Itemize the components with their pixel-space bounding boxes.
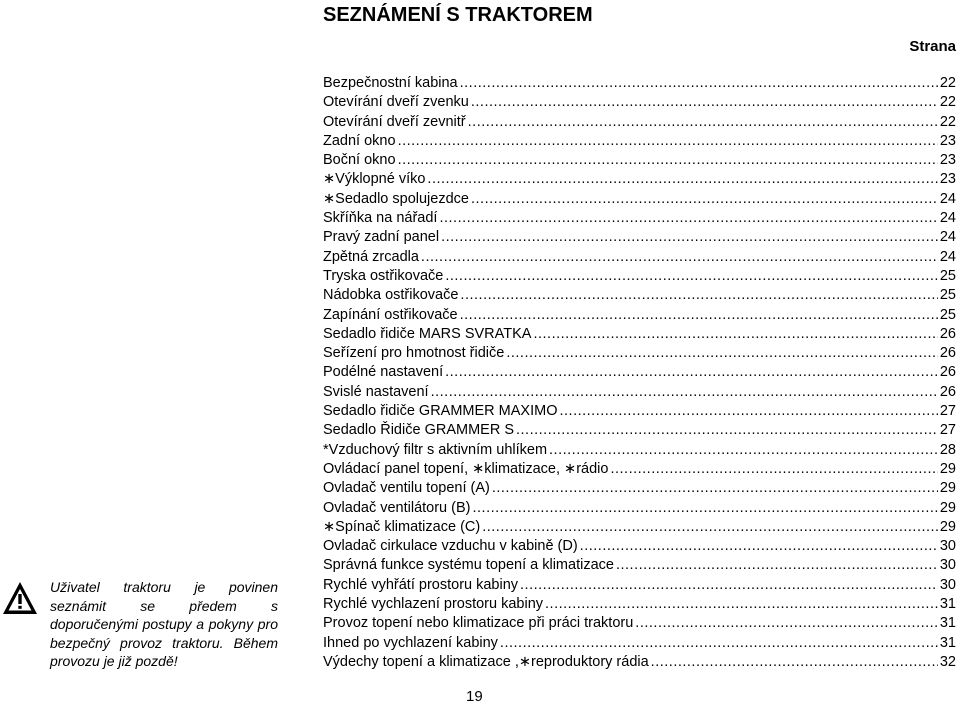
- page-column-header: Strana: [909, 38, 956, 55]
- toc-entry-label: Svislé nastavení: [323, 383, 429, 400]
- toc-entry-label: Bezpečnostní kabina: [323, 75, 458, 91]
- toc-entry[interactable]: [323, 479, 956, 498]
- toc-entry-page: 23: [939, 152, 956, 169]
- toc-entry[interactable]: [323, 460, 956, 479]
- toc-entry[interactable]: [323, 113, 956, 132]
- toc-entry-page: 29: [939, 480, 956, 497]
- toc-entry-label: Ovládací panel topení, ∗klimatizace, ∗rádio: [323, 460, 609, 477]
- toc-entry-label: *Vzduchový filtr s aktivním uhlíkem: [323, 441, 548, 458]
- dot-leader: [421, 248, 938, 267]
- toc-entry-page: 22: [939, 94, 956, 111]
- toc-entry-page: 29: [939, 460, 956, 477]
- page-title: SEZNÁMENÍ S TRAKTOREM: [323, 4, 593, 26]
- warning-text: Uživatel traktoru je povinen seznámit se předem s doporučenými postupy a pokyny pro bezpečný provoz traktoru. Během provozu je již pozdě!: [50, 579, 278, 669]
- toc-entry-page: 24: [939, 248, 956, 265]
- toc-entry-page: 28: [939, 441, 956, 458]
- dot-leader: [439, 209, 937, 228]
- dot-leader: [549, 441, 938, 460]
- dot-leader: [559, 402, 937, 421]
- toc-entry[interactable]: [323, 248, 956, 267]
- toc-entry-label: Ovladač cirkulace vzduchu v kabině (D): [323, 538, 578, 555]
- toc-entry[interactable]: [323, 74, 956, 93]
- dot-leader: [431, 383, 938, 402]
- toc-entry[interactable]: [323, 653, 956, 672]
- toc-entry-label: Ihned po vychlazení kabiny: [323, 634, 498, 651]
- toc-entry-label: ∗Sedadlo spolujezdce: [323, 190, 469, 207]
- dot-leader: [471, 93, 938, 112]
- toc-entry[interactable]: [323, 421, 956, 440]
- toc-entry-label: Otevírání dveří zvenku: [323, 94, 469, 111]
- toc-entry-page: 22: [939, 75, 956, 91]
- toc-entry-page: 22: [939, 113, 956, 130]
- dot-leader: [482, 518, 938, 537]
- toc-entry[interactable]: [323, 383, 956, 402]
- toc-entry-page: 25: [939, 287, 956, 304]
- toc-entry-page: 24: [939, 229, 956, 246]
- toc-entry-label: Sedadlo řidiče MARS SVRATKA: [323, 325, 532, 342]
- toc-entry-label: Zadní okno: [323, 132, 396, 149]
- toc-entry-page: 30: [939, 557, 956, 574]
- toc-entry-label: Ovladač ventilu topení (A): [323, 480, 490, 497]
- toc-entry[interactable]: [323, 93, 956, 112]
- toc-entry-page: 29: [939, 518, 956, 535]
- toc-entry[interactable]: [323, 556, 956, 575]
- toc-entry-page: 27: [939, 422, 956, 439]
- toc-entry-label: Sedadlo Řidiče GRAMMER S: [323, 422, 514, 439]
- toc-entry-page: 29: [939, 499, 956, 516]
- toc-entry-page: 26: [939, 364, 956, 381]
- toc-entry-page: 25: [939, 306, 956, 323]
- toc-entry[interactable]: [323, 306, 956, 325]
- table-of-contents: [323, 74, 956, 672]
- toc-entry-label: ∗Spínač klimatizace (C): [323, 518, 481, 535]
- toc-entry-label: Provoz topení nebo klimatizace při práci traktoru: [323, 615, 634, 632]
- toc-entry[interactable]: [323, 499, 956, 518]
- toc-entry[interactable]: [323, 576, 956, 595]
- toc-entry-label: Tryska ostřikovače: [323, 267, 444, 284]
- dot-leader: [460, 74, 938, 93]
- dot-leader: [427, 170, 937, 189]
- dot-leader: [516, 421, 938, 440]
- dot-leader: [506, 344, 938, 363]
- toc-entry[interactable]: [323, 190, 956, 209]
- toc-entry[interactable]: [323, 325, 956, 344]
- toc-entry[interactable]: [323, 614, 956, 633]
- dot-leader: [398, 151, 938, 170]
- dot-leader: [460, 286, 937, 305]
- toc-entry[interactable]: [323, 441, 956, 460]
- dot-leader: [500, 634, 938, 653]
- dot-leader: [610, 460, 937, 479]
- toc-entry[interactable]: [323, 595, 956, 614]
- toc-entry-label: Sedadlo řidiče GRAMMER MAXIMO: [323, 403, 558, 420]
- dot-leader: [651, 653, 938, 672]
- toc-entry-page: 30: [939, 576, 956, 593]
- toc-entry-label: Otevírání dveří zevnitř: [323, 113, 466, 130]
- toc-entry-page: 26: [939, 383, 956, 400]
- toc-entry-label: Zpětná zrcadla: [323, 248, 419, 265]
- toc-entry[interactable]: [323, 170, 956, 189]
- toc-entry[interactable]: [323, 634, 956, 653]
- dot-leader: [533, 325, 937, 344]
- toc-entry-label: Boční okno: [323, 152, 396, 169]
- dot-leader: [545, 595, 938, 614]
- dot-leader: [616, 556, 938, 575]
- toc-entry-page: 27: [939, 403, 956, 420]
- toc-entry-label: Rychlé vyhřátí prostoru kabiny: [323, 576, 519, 593]
- toc-entry[interactable]: [323, 518, 956, 537]
- dot-leader: [398, 132, 938, 151]
- dot-leader: [472, 499, 937, 518]
- dot-leader: [635, 614, 938, 633]
- toc-entry[interactable]: [323, 267, 956, 286]
- toc-entry[interactable]: [323, 363, 956, 382]
- toc-entry-label: Rychlé vychlazení prostoru kabiny: [323, 596, 544, 613]
- toc-entry-page: 24: [939, 190, 956, 207]
- dot-leader: [580, 537, 938, 556]
- dot-leader: [520, 576, 938, 595]
- toc-entry-page: 25: [939, 267, 956, 284]
- dot-leader: [441, 228, 938, 247]
- toc-entry-page: 26: [939, 325, 956, 342]
- toc-entry-label: Správná funkce systému topení a klimatizace: [323, 557, 614, 574]
- toc-entry-page: 23: [939, 132, 956, 149]
- dot-leader: [471, 190, 938, 209]
- toc-entry[interactable]: [323, 151, 956, 170]
- toc-entry[interactable]: [323, 286, 956, 305]
- toc-entry-label: Nádobka ostřikovače: [323, 287, 459, 304]
- toc-entry[interactable]: [323, 132, 956, 151]
- toc-entry[interactable]: [323, 344, 956, 363]
- toc-entry-page: 26: [939, 345, 956, 362]
- toc-entry-page: 30: [939, 538, 956, 555]
- dot-leader: [445, 363, 938, 382]
- toc-entry-label: Pravý zadní panel: [323, 229, 440, 246]
- toc-entry[interactable]: [323, 228, 956, 247]
- safety-warning: [2, 578, 302, 688]
- toc-entry-page: 32: [939, 653, 956, 670]
- toc-entry-label: Seřízení pro hmotnost řidiče: [323, 345, 505, 362]
- toc-entry-label: Podélné nastavení: [323, 364, 444, 381]
- dot-leader: [492, 479, 938, 498]
- toc-entry-label: Ovladač ventilátoru (B): [323, 499, 471, 516]
- toc-entry[interactable]: [323, 209, 956, 228]
- page-number: 19: [466, 688, 483, 705]
- toc-entry-page: 24: [939, 210, 956, 227]
- toc-entry-page: 31: [939, 634, 956, 651]
- toc-entry-label: ∗Výklopné víko: [323, 171, 426, 188]
- toc-entry[interactable]: [323, 402, 956, 421]
- toc-entry-label: Skříňka na nářadí: [323, 210, 438, 227]
- dot-leader: [460, 306, 938, 325]
- toc-entry-label: Výdechy topení a klimatizace ,∗reproduktory rádia: [323, 653, 649, 670]
- toc-entry-page: 31: [939, 596, 956, 613]
- dot-leader: [445, 267, 938, 286]
- toc-entry[interactable]: [323, 537, 956, 556]
- toc-entry-label: Zapínání ostřikovače: [323, 306, 458, 323]
- dot-leader: [468, 113, 938, 132]
- toc-entry-page: 31: [939, 615, 956, 632]
- toc-entry-page: 23: [939, 171, 956, 188]
- warning-triangle-icon: [2, 581, 38, 615]
